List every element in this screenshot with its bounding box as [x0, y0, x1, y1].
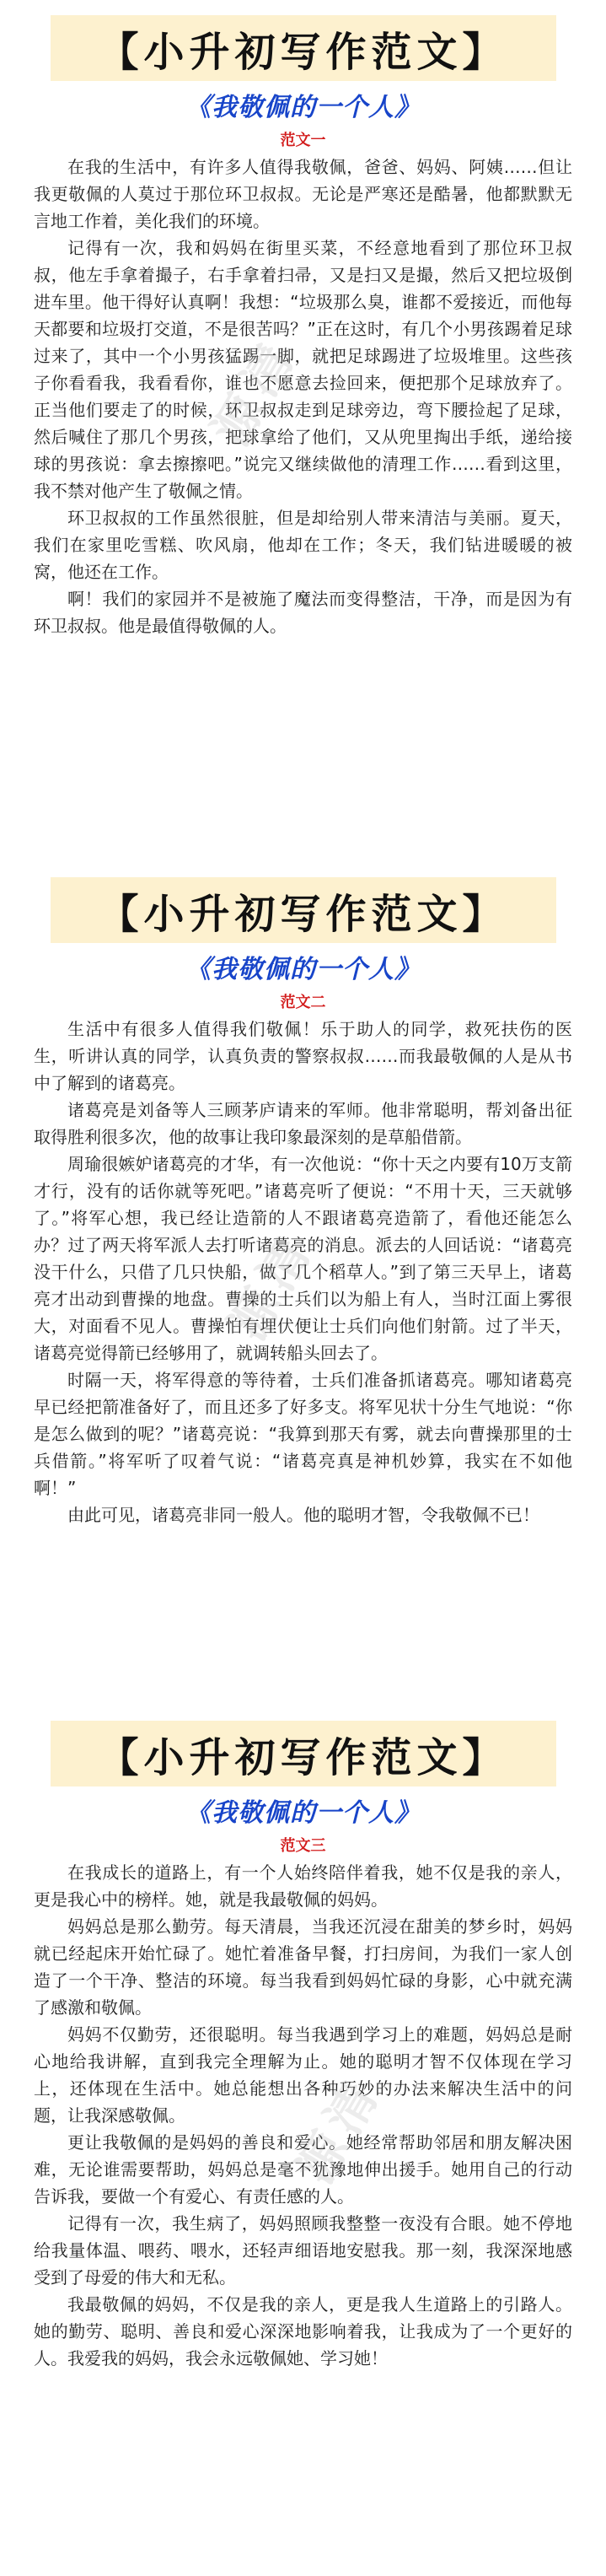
essay-label: 范文三 [280, 1837, 326, 1855]
paragraph: 时隔一天，将军得意的等待着，士兵们准备抓诸葛亮。哪知诸葛亮早已经把箭准备好了，而且还多了好多支。将军见状十分生气地说：“你是怎么做到的呢？”诸葛亮说：“我算到那天有雾，就去向曹操那里的士兵借箭。”将军听了叹着气说：“诸葛亮真是神机妙算，我实在不如他啊！” [34, 1370, 572, 1498]
paragraph: 啊！我们的家园并不是被施了魔法而变得整洁，干净，而是因为有环卫叔叔。他是最值得敬佩的人。 [34, 589, 572, 636]
section-banner: 【小升初写作范文】 [51, 1721, 556, 1786]
paragraph: 诸葛亮是刘备等人三顾茅庐请来的军师。他非常聪明，帮刘备出征取得胜利很多次，他的故事让我印象最深刻的是草船借箭。 [34, 1100, 572, 1147]
paragraph: 周瑜很嫉妒诸葛亮的才华，有一次他说：“你十天之内要有10万支箭才行，没有的话你就等死吧。”诸葛亮听了便说：“不用十天，三天就够了。”将军心想，我已经让造箭的人不跟诸葛亮造箭了，看他还能怎么办？过了两天将军派人去打听诸葛亮的消息。派去的人回话说：“诸葛亮没干什么，只借了几只快船，做了几个稻草人。”到了第三天早上，诸葛亮才出动到曹操的地盘。曹操的士兵们以为船上有人，当时江面上雾很大，对面看不见人。曹操怕有埋伏便让士兵们向他们射箭。过了半天，诸葛亮觉得箭已经够用了，就调转船头回去了。 [34, 1154, 572, 1363]
paragraph: 由此可见，诸葛亮非同一般人。他的聪明才智，令我敬佩不已！ [67, 1505, 539, 1525]
section-banner: 【小升初写作范文】 [51, 15, 556, 81]
essay-title: 《我敬佩的一个人》 [185, 955, 421, 984]
paragraph: 环卫叔叔的工作虽然很脏，但是却给别人带来清洁与美丽。夏天，我们在家里吃雪糕、吹风扇，他却在工作；冬天，我们钻进暖暖的被窝，他还在工作。 [34, 508, 572, 582]
essay-label: 范文二 [280, 994, 326, 1011]
watermark: 源清 [285, 2065, 393, 2194]
paragraph: 更让我敬佩的是妈妈的善良和爱心。她经常帮助邻居和朋友解决困难，无论谁需要帮助，妈妈总是毫不犹豫地伸出援手。她用自己的行动告诉我，要做一个有爱心、有责任感的人。 [34, 2132, 572, 2207]
essay-title: 《我敬佩的一个人》 [185, 1798, 421, 1828]
paragraph: 我最敬佩的妈妈，不仅是我的亲人，更是我人生道路上的引路人。她的勤劳、聪明、善良和爱心深深地影响着我，让我成为了一个更好的人。我爱我的妈妈，我会永远敬佩她、学习她！ [34, 2294, 572, 2369]
essay-body [0, 1016, 606, 1528]
essay-section-2 [0, 877, 606, 1528]
watermark: 源清 [201, 327, 308, 456]
essay-section-3 [0, 1721, 606, 2372]
essay-body [0, 1859, 606, 2372]
paragraph: 记得有一次，我生病了，妈妈照顾我整整一夜没有合眼。她不停地给我量体温、喂药、喂水，还轻声细语地安慰我。那一刻，我深深地感受到了母爱的伟大和无私。 [34, 2213, 572, 2288]
essay-label: 范文一 [280, 132, 326, 149]
paragraph: 在我的生活中，有许多人值得我敬佩，爸爸、妈妈、阿姨……但让我更敬佩的人莫过于那位环卫叔叔。无论是严寒还是酷暑，他都默默无言地工作着，美化我们的环境。 [34, 157, 572, 231]
paragraph: 记得有一次，我和妈妈在街里买菜，不经意地看到了那位环卫叔叔，他左手拿着撮子，右手拿着扫帚，又是扫又是撮，然后又把垃圾倒进车里。他干得好认真啊！我想：“垃圾那么臭，谁都不爱接近，而他每天都要和垃圾打交道，不是很苦吗？”正在这时，有几个小男孩踢着足球过来了，其中一个小男孩猛踢一脚，就把足球踢进了垃圾堆里。这些孩子你看看我，我看看你，谁也不愿意去捡回来，便把那个足球放弃了。正当他们要走了的时候，环卫叔叔走到足球旁边，弯下腰捡起了足球，然后喊住了那几个男孩，把球拿给了他们，又从兜里掏出手纸，递给接球的男孩说：拿去擦擦吧。”说完又继续做他的清理工作……看到这里，我不禁对他产生了敬佩之情。 [34, 238, 572, 501]
section-banner: 【小升初写作范文】 [51, 877, 556, 943]
watermark: 源清 [217, 1221, 325, 1350]
paragraph: 在我成长的道路上，有一个人始终陪伴着我，她不仅是我的亲人，更是我心中的榜样。她，就是我最敬佩的妈妈。 [34, 1862, 572, 1910]
paragraph: 妈妈总是那么勤劳。每天清晨，当我还沉浸在甜美的梦乡时，妈妈就已经起床开始忙碌了。她忙着准备早餐，打扫房间，为我们一家人创造了一个干净、整洁的环境。每当我看到妈妈忙碌的身影，心中就充满了感激和敬佩。 [34, 1916, 572, 2018]
paragraph: 生活中有很多人值得我们敬佩！乐于助人的同学，救死扶伤的医生，听讲认真的同学，认真负责的警察叔叔……而我最敬佩的人是从书中了解到的诸葛亮。 [34, 1019, 572, 1093]
essay-section-1 [0, 15, 606, 639]
essay-body [0, 154, 606, 639]
essay-title: 《我敬佩的一个人》 [185, 93, 421, 122]
paragraph: 妈妈不仅勤劳，还很聪明。每当我遇到学习上的难题，妈妈总是耐心地给我讲解，直到我完全理解为止。她的聪明才智不仅体现在学习上，还体现在生活中。她总能想出各种巧妙的办法来解决生活中的问题，让我深感敬佩。 [34, 2024, 572, 2126]
